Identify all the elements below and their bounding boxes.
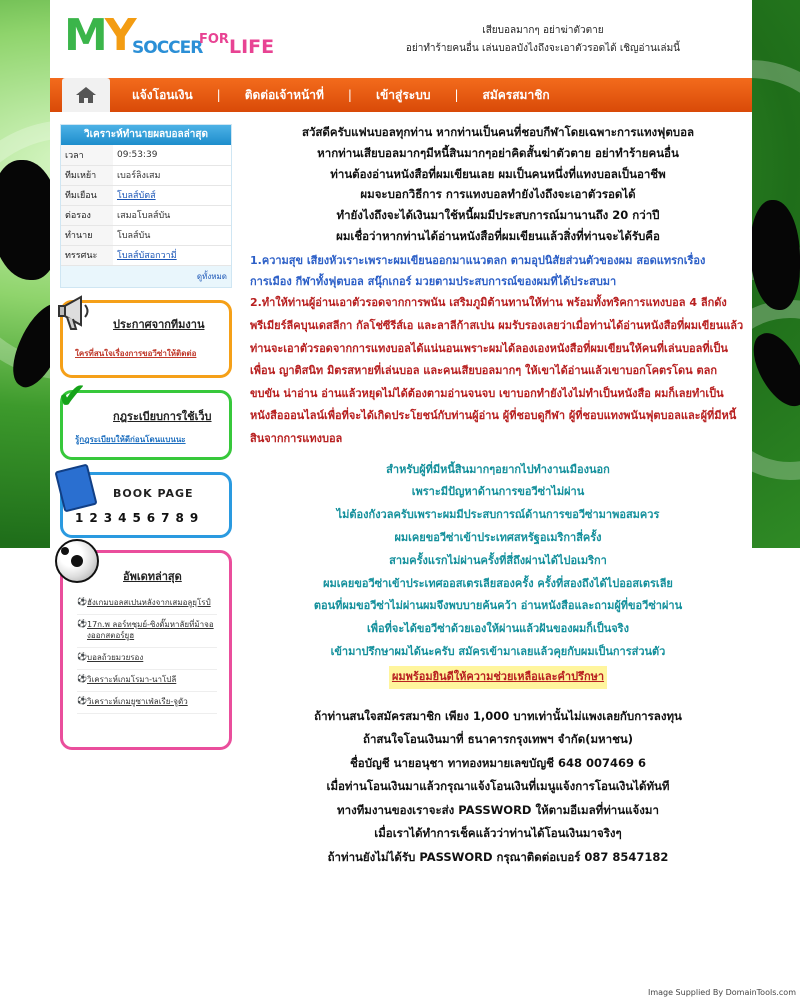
intro-line: หากท่านเสียบอลมากๆมีหนี้สินมากๆอย่าคิดสั้นฆ่าตัวตาย อย่าทำร้ายคนอื่น	[317, 145, 679, 160]
checkmark-icon: ✔	[57, 375, 88, 417]
tagline-line1: เสียบอลมากๆ อย่าฆ่าตัวตาย	[482, 25, 604, 36]
payment-paragraph	[250, 705, 746, 870]
home-button[interactable]	[62, 78, 110, 112]
logo-my: MY	[64, 10, 134, 61]
payment-line: ถ้าท่านสนใจสมัครสมาชิก เพียง 1,000 บาทเท่านั้นไม่แพงเลยกับการลงทุน	[314, 708, 682, 723]
match-key: ทำนาย	[61, 225, 113, 245]
payment-line: ชื่อบัญชี นายอนุชา ทาทองหมายเลขบัญชี 648 007469 6	[350, 755, 646, 770]
visa-paragraph	[250, 459, 746, 689]
page-container	[50, 0, 752, 1000]
news-item-link[interactable]: ⚽ บอลถ้วยมวยรอง	[77, 648, 217, 670]
visa-line: สำหรับผู้ที่มีหนี้สินมากๆอยากไปทำงานเมืองนอก	[386, 462, 610, 476]
visa-line: ผมเคยขอวีซ่าเข้าประเทศออสเตรเลียสองครั้ง ครั้งที่สองถึงได้ไปออสเตรเลีย	[323, 576, 673, 590]
table-row	[61, 145, 231, 165]
logo-life: LIFE	[229, 36, 275, 58]
page-number-link[interactable]: 3	[103, 510, 113, 525]
table-row	[61, 205, 231, 225]
megaphone-icon	[57, 291, 97, 335]
announcement-title: ประกาศจากทีมงาน	[113, 317, 205, 331]
match-value: 09:53:39	[113, 145, 231, 165]
match-table	[61, 145, 231, 266]
latest-news-title: อัพเดทล่าสุด	[123, 569, 182, 583]
header	[50, 0, 752, 76]
match-key: เวลา	[61, 145, 113, 165]
intro-line: ท่านต้องอ่านหนังสือที่ผมเขียนเลย ผมเป็นคนหนึ่งที่แทงบอลเป็นอาชีพ	[330, 166, 666, 181]
book-page-card	[60, 472, 232, 538]
page-number-link[interactable]: 2	[89, 510, 98, 525]
page-number-link[interactable]: 4	[118, 510, 127, 525]
main-nav	[50, 78, 752, 112]
visa-line: ตอนที่ผมขอวีซ่าไม่ผ่านผมจึงพบบายค้นคว้า อ่านหนังสือและถามผู้ที่ขอวีซ่าผ่าน	[313, 599, 683, 613]
benefit-point-2: 2.ทำให้ท่านผู้อ่านเอาตัวรอดจากการพนัน เสริมภูมิต้านทานให้ท่าน พร้อมทั้งทริคการแทงบอล 4 ลีกดัง พรีเมียร์ลีคบุนเดสลีกา กัลโช่ซีรีส์เอ และลาลีก้าสเปน ผมรับรองเลยว่าเมื่อท่านได้อ่านหนังสือที่ผมเขียนแล้ว ท่านจะเอาตัวรอดจากการแทงบอลได้แน่นอนเพราะผมได้ลองเองหนังสือที่ผมเขียนให้คนที่เล่นบอลที่เป็นเพื่อน ญาติสนิท มิตรสหายที่เล่นบอล และคนเสียบอลมากๆ ให้เขาได้อ่านแล้วเขาบอกโคตรโดน ตลกขบขัน น่าอ่าน อ่านแล้วหยุดไม่ได้ต้องตามอ่านจนจบ เขาบอกทำยังไงไม่ทำเป็นหนังสือ ผมก็เลยทำเป็นหนังสือออนไลน์เพื่อที่จะได้เกิดประโยชน์กับท่านผู้อ่าน ผู้ที่ชอบดูกีฬา ผู้ที่ชอบแทงพนันฟุตบอลและผู้ที่มีหนี้สินจากการแทงบอล	[250, 296, 744, 445]
page-number-link[interactable]: 1	[75, 510, 84, 525]
nav-items	[132, 78, 550, 112]
intro-line: ผมจะบอกวิธีการ การแทงบอลทำยังไงถึงจะเอาตัวรอดได้	[360, 187, 636, 202]
match-value: เสมอโบลส์บัน	[113, 205, 231, 225]
logo-for: FOR	[199, 32, 229, 47]
page-number-link[interactable]: 8	[175, 510, 184, 525]
payment-line: ถ้าสนใจโอนเงินมาที่ ธนาคารกรุงเทพฯ จำกัด(มหาชน)	[362, 732, 634, 746]
match-value: เบอร์ลิงเสม	[113, 165, 231, 185]
site-logo[interactable]	[64, 10, 284, 66]
latest-news-card	[60, 550, 232, 750]
table-row	[61, 165, 231, 185]
main-content	[250, 122, 746, 869]
book-icon	[54, 463, 97, 512]
soccer-ball-icon	[55, 539, 99, 583]
home-icon	[75, 86, 97, 104]
intro-line: ผมเชื่อว่าหากท่านได้อ่านหนังสือที่ผมเขียนแล้วสิ่งที่ท่านจะได้รับคือ	[336, 228, 660, 243]
intro-paragraph	[250, 122, 746, 247]
see-all-link[interactable]: ดูทั้งหมด	[61, 266, 231, 287]
page-number-link[interactable]: 9	[189, 510, 199, 525]
news-item-link[interactable]: ⚽ วิเคราะห์เกมโรมา-นาโปลี	[77, 670, 217, 692]
news-list	[77, 593, 217, 714]
rules-title: กฎระเบียบการใช้เว็บ	[113, 409, 212, 423]
match-key: ทีมเหย้า	[61, 165, 113, 185]
nav-contact-staff[interactable]: ติดต่อเจ้าหน้าที่	[244, 87, 324, 102]
book-page-title: BOOK PAGE	[113, 486, 194, 500]
nav-register[interactable]: สมัครสมาชิก	[482, 87, 550, 102]
news-item-link[interactable]: ⚽ วิเคราะห์เกมยูซาเฟ่ลเรีย-จูดัว	[77, 692, 217, 714]
table-row	[61, 245, 231, 265]
intro-line: สวัสดีครับแฟนบอลทุกท่าน หากท่านเป็นคนที่ชอบกีฬาโดยเฉพาะการแทงฟุตบอล	[301, 125, 695, 139]
news-item-link[interactable]: ⚽ ฮังเกมบอลสเปนหลังจากเสมอลูยุโรป์	[77, 593, 217, 615]
table-row	[61, 225, 231, 245]
visa-line: ไม่ต้องกังวลครับเพราะผมมีประสบการณ์ด้านการขอวีซ่ามาพอสมควร	[336, 508, 660, 522]
visa-line: เข้ามาปรึกษาผมได้นะครับ สมัครเข้ามาเลยแล้วคุยกับผมเป็นการส่วนตัว	[330, 644, 666, 658]
visa-line: เพื่อที่จะได้ขอวีซ่าด้วยเองให้ผ่านแล้วฝันของผมก็เป็นจริง	[367, 622, 629, 636]
match-box-title: วิเคราะห์ทำนายผลบอลล่าสุด	[61, 125, 231, 145]
nav-separator: |	[454, 88, 459, 102]
table-row	[61, 185, 231, 205]
nav-separator: |	[216, 88, 221, 102]
help-highlight: ผมพร้อมยินดีให้ความช่วยเหลือและคำปรึกษา	[389, 666, 607, 689]
page-number-link[interactable]: 7	[161, 510, 170, 525]
match-key: ต่อรอง	[61, 205, 113, 225]
announcement-card[interactable]	[60, 300, 232, 378]
nav-login[interactable]: เข้าสู่ระบบ	[375, 87, 431, 102]
logo-soccer: SOCCER	[132, 38, 203, 58]
visa-line: สามครั้งแรกไม่ผ่านครั้งที่สี่ถึงผ่านได้ไปอเมริกา	[389, 553, 607, 567]
match-prediction-box	[60, 124, 232, 288]
book-page-numbers	[75, 511, 198, 525]
page-number-link[interactable]: 5	[132, 510, 141, 525]
tagline-line2: อย่าทำร้ายคนอื่น เล่นบอลบังไงถึงจะเอาตัวรอดได้ เชิญอ่านเล่มนี้	[405, 43, 680, 54]
match-key: ทรรศนะ	[61, 245, 113, 265]
benefit-point-1: 1.ความสุข เสียงหัวเราะเพราะผมเขียนออกมาแนวตลก ตามอุปนิสัยส่วนตัวของผม สอดแทรกเรื่องการเมือง กีฬาทั้งฟุตบอล สนุ๊กเกอร์ มวยตามประสบการณ์ของผมที่ได้ประสบมา	[250, 253, 706, 288]
nav-separator: |	[347, 88, 352, 102]
sidebar	[57, 124, 232, 750]
tagline	[406, 22, 680, 58]
payment-line: เมื่อเราได้ทำการเช็คแล้วว่าท่านได้โอนเงินมาจริงๆ	[374, 826, 622, 840]
match-key: ทีมเยือน	[61, 185, 113, 205]
image-credit: Image Supplied By DomainTools.com	[647, 988, 796, 997]
news-item-link[interactable]: ⚽ 17ก.พ ลอร์ทชุมย์-ซิงดั๊มหาลัยที่ม้าจองออกสตอร์ยูฮ	[77, 615, 217, 648]
announcement-link[interactable]: ใครที่สนใจเรื่องการขอวีซ่าให้ติดต่อ	[75, 348, 197, 358]
page-number-link[interactable]: 6	[146, 510, 156, 525]
payment-line: ทางทีมงานของเราจะส่ง PASSWORD ให้ตามอีเมลที่ท่านแจ้งมา	[337, 802, 659, 817]
opinion-link[interactable]: โบลส์บัสอกวามี่	[113, 245, 231, 265]
nav-transfer-notify[interactable]: แจ้งโอนเงิน	[132, 87, 193, 102]
payment-line: เมื่อท่านโอนเงินมาแล้วกรุณาแจ้งโอนเงินที่เมนูแจ้งการโอนเงินได้ทันที	[326, 779, 670, 793]
visa-line: ผมเคยขอวีซ่าเข้าประเทศสหรัฐอเมริกาสี่ครั้ง	[394, 530, 602, 544]
intro-line: ทำยังไงถึงจะได้เงินมาใช้หนี้ผมมีประสบการณ์มานานถึง 20 กว่าปี	[336, 208, 660, 223]
payment-line: ถ้าท่านยังไม่ได้รับ PASSWORD กรุณาติดต่อเบอร์ 087 8547182	[327, 849, 669, 864]
away-team-link[interactable]: โบลส์บัตส์	[113, 185, 231, 205]
rules-link[interactable]: รู้กฎระเบียบให้ดีก่อนโดนแบนนะ	[75, 434, 186, 444]
visa-line: เพราะมีปัญหาด้านการขอวีซ่าไม่ผ่าน	[411, 485, 585, 499]
rules-card[interactable]	[57, 375, 232, 460]
match-value: โบลส์บัน	[113, 225, 231, 245]
